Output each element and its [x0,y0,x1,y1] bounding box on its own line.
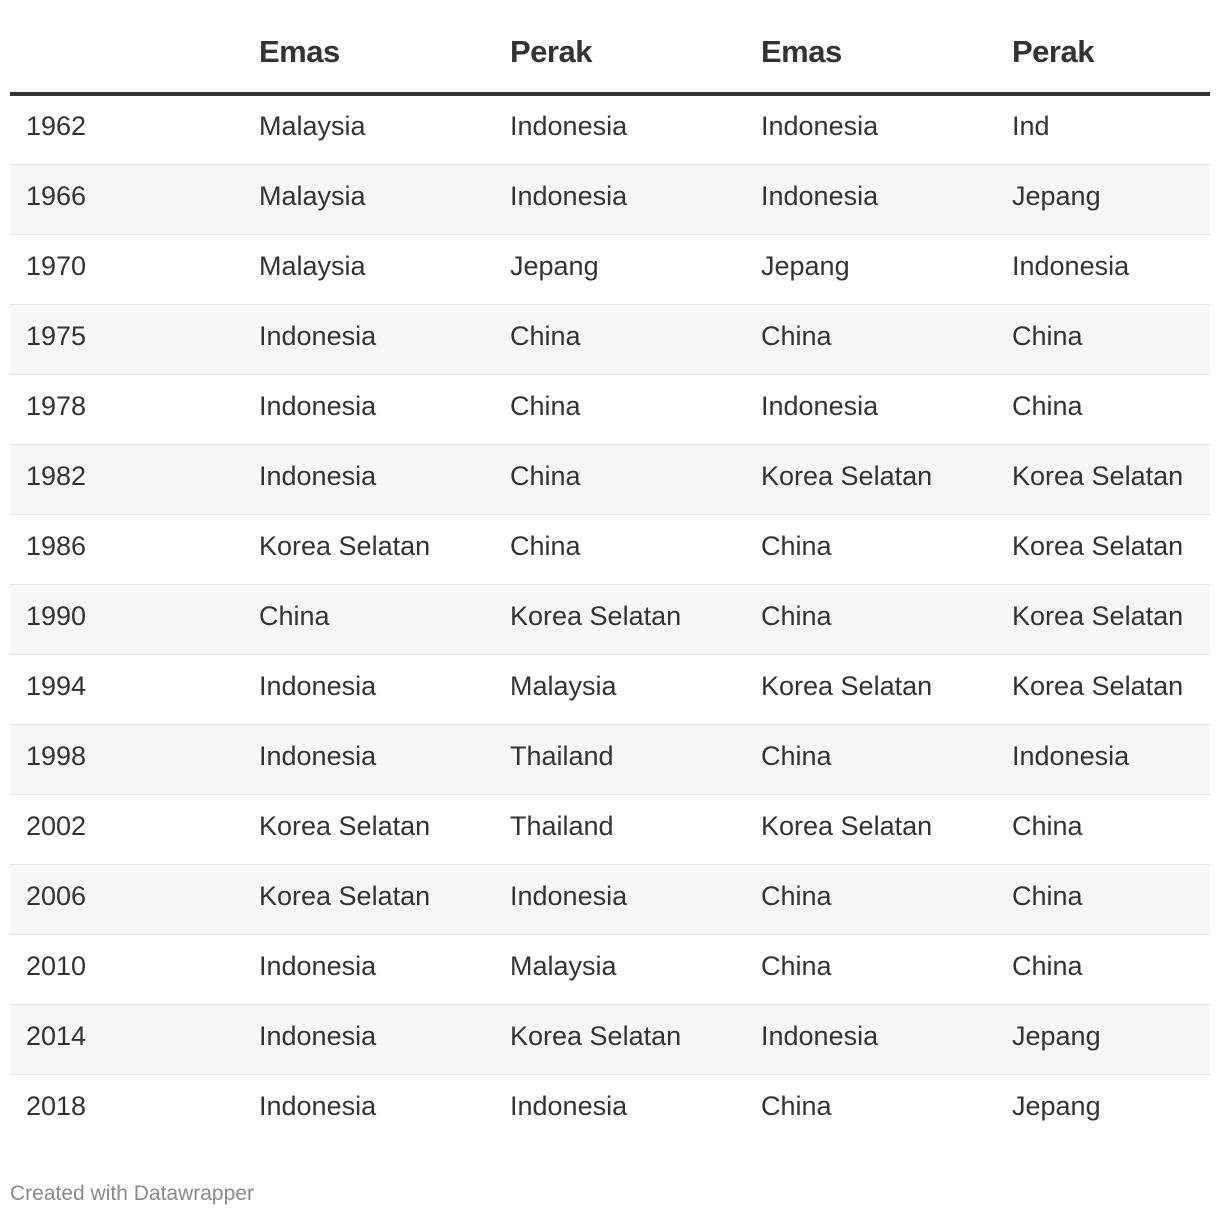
perak-1-cell: China [494,304,745,374]
perak-2-cell: China [996,794,1210,864]
results-table [10,0,1210,1144]
perak-1-cell: China [494,514,745,584]
column-header-perak-1: Perak [494,0,745,94]
emas-2-cell: Korea Selatan [745,444,996,514]
column-header-emas-2: Emas [745,0,996,94]
year-cell: 1966 [10,164,243,234]
table-row [10,794,1210,864]
table-row [10,374,1210,444]
perak-1-cell: Indonesia [494,164,745,234]
emas-1-cell: Malaysia [243,94,494,164]
perak-2-cell: Korea Selatan [996,654,1210,724]
table-header [10,0,1210,94]
emas-2-cell: Indonesia [745,1004,996,1074]
emas-2-cell: China [745,864,996,934]
table-row [10,864,1210,934]
emas-2-cell: China [745,934,996,1004]
year-cell: 2014 [10,1004,243,1074]
year-cell: 1982 [10,444,243,514]
emas-2-cell: Indonesia [745,164,996,234]
datawrapper-credit: Created with Datawrapper [10,1182,254,1205]
table-row [10,1004,1210,1074]
perak-1-cell: Korea Selatan [494,1004,745,1074]
emas-2-cell: China [761,1090,832,1121]
year-cell: 1994 [10,654,243,724]
emas-1-cell: China [243,584,494,654]
perak-1-cell: Thailand [494,724,745,794]
table-row [10,304,1210,374]
emas-1-cell: Indonesia [243,934,494,1004]
year-cell: 1998 [10,724,243,794]
column-header-perak-2: Perak [996,0,1210,94]
table-row [10,234,1210,304]
perak-2-cell: Korea Selatan [996,444,1210,514]
emas-1-cell: Malaysia [243,234,494,304]
perak-1-cell: Indonesia [510,1090,628,1121]
perak-2-cell: China [996,934,1210,1004]
perak-1-cell: Korea Selatan [494,584,745,654]
perak-1-cell: Indonesia [494,94,745,164]
emas-2-cell: Korea Selatan [745,794,996,864]
perak-2-cell: Jepang [996,164,1210,234]
emas-2-cell: Indonesia [745,94,996,164]
emas-1-cell: Indonesia [243,1004,494,1074]
table-row [10,584,1210,654]
table-row [10,654,1210,724]
column-header-emas-1: Emas [243,0,494,94]
perak-2-cell: Korea Selatan [996,514,1210,584]
perak-2-cell: Indonesia [996,724,1210,794]
emas-2-cell: Jepang [745,234,996,304]
emas-1-cell: Indonesia [259,1090,377,1121]
year-cell: 2018 [26,1090,87,1121]
emas-2-cell: China [745,724,996,794]
table-row [10,934,1210,1004]
year-cell: 2010 [10,934,243,1004]
emas-1-cell: Malaysia [243,164,494,234]
table-row [10,724,1210,794]
year-cell: 1970 [10,234,243,304]
emas-1-cell: Indonesia [243,374,494,444]
perak-2-cell: China [996,864,1210,934]
emas-1-cell: Indonesia [243,444,494,514]
emas-1-cell: Korea Selatan [243,514,494,584]
perak-1-cell: Indonesia [494,864,745,934]
table-row [10,514,1210,584]
year-cell: 1990 [10,584,243,654]
perak-1-cell: Thailand [494,794,745,864]
header-row [10,0,1210,94]
perak-1-cell: China [494,374,745,444]
emas-2-cell: China [745,584,996,654]
emas-1-cell: Indonesia [243,724,494,794]
perak-2-cell: China [996,374,1210,444]
year-cell: 1975 [10,304,243,374]
emas-1-cell: Indonesia [243,304,494,374]
column-header-year [10,0,243,94]
perak-1-cell: Malaysia [494,654,745,724]
year-cell: 2006 [10,864,243,934]
emas-1-cell: Korea Selatan [243,864,494,934]
perak-1-cell: China [494,444,745,514]
table-body [10,94,1210,1144]
emas-2-cell: China [745,514,996,584]
year-cell: 1962 [10,94,243,164]
emas-2-cell: Korea Selatan [745,654,996,724]
table-row [10,444,1210,514]
table-row [10,1074,1210,1144]
emas-2-cell: China [745,304,996,374]
perak-2-cell: Ind [996,94,1210,164]
year-cell: 1978 [10,374,243,444]
perak-1-cell: Jepang [494,234,745,304]
emas-2-cell: Indonesia [745,374,996,444]
table-row [10,94,1210,164]
perak-2-cell: China [996,304,1210,374]
year-cell: 2002 [10,794,243,864]
perak-1-cell: Malaysia [494,934,745,1004]
emas-1-cell: Indonesia [243,654,494,724]
results-table-container [10,0,1210,1144]
perak-2-cell: Jepang [1012,1090,1101,1121]
perak-2-cell: Indonesia [996,234,1210,304]
emas-1-cell: Korea Selatan [243,794,494,864]
year-cell: 1986 [10,514,243,584]
perak-2-cell: Jepang [996,1004,1210,1074]
table-row [10,164,1210,234]
perak-2-cell: Korea Selatan [996,584,1210,654]
